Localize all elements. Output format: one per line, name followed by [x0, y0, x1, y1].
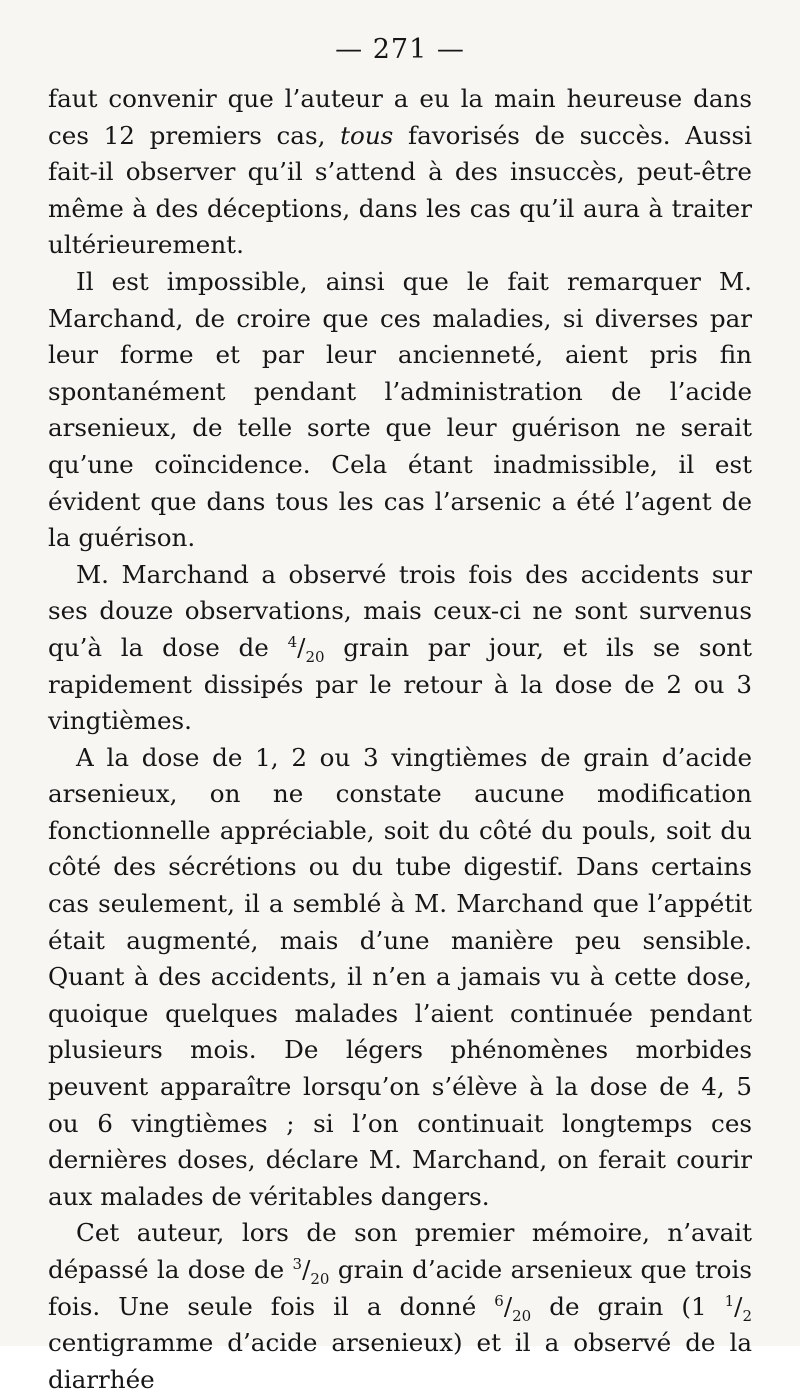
text-run: faut convenir que l’auteur a eu la main heureuse dans ces 12 premiers cas,: [48, 84, 752, 150]
text-run: Cet auteur, lors de son premier mémoire, n’avait dépassé la dose de: [48, 1218, 752, 1284]
text-run: Il est impossible, ainsi que le fait remarquer M. Marchand, de croire que ces maladies, si diverses par leur forme et par leur ancienneté, aient pris fin spontanément pendant l’administration de l’acide arsenieux, de telle sorte que leur guérison ne serait qu’une coïncidence. Cela étant inadmissible, il est évident que dans tous les cas l’arsenic a été l’agent de la guérison.: [48, 266, 752, 553]
fraction-denominator: 20: [512, 1306, 532, 1325]
fraction: $^6/_{20}$: [494, 1291, 532, 1325]
fraction-numerator: 1: [724, 1291, 735, 1310]
paragraph: [48, 557, 752, 740]
fraction: $^1/_2$: [724, 1291, 752, 1325]
fraction-numerator: 4: [287, 632, 298, 651]
text-run: favorisés de succès. Aussi fait-il observer qu’il s’attend à des insuccès, peut-être même à des déceptions, dans les cas qu’il aura à traiter ultérieurement.: [48, 120, 752, 260]
paragraph: [48, 1215, 752, 1398]
paragraph: [48, 81, 752, 264]
text-run: grain d’acide arsenieux que trois fois. Une seule fois il a donné: [48, 1255, 752, 1321]
text-run: grain par jour, et ils se sont rapidement dissipés par le retour à la dose de 2 ou 3 vingtièmes.: [48, 632, 753, 736]
text-run: de grain (1: [531, 1291, 725, 1321]
paragraph: [48, 264, 752, 557]
text-run: M. Marchand a observé trois fois des accidents sur ses douze observations, mais ceux-ci ne sont survenus qu’à la dose de: [48, 559, 752, 662]
fraction-denominator: 2: [742, 1306, 752, 1325]
fraction-numerator: 3: [292, 1254, 303, 1273]
fraction-denominator: 20: [310, 1269, 330, 1288]
fraction: $^4/_{20}$: [287, 632, 325, 666]
paragraph: [48, 740, 752, 1216]
fraction-denominator: 20: [305, 647, 325, 666]
italic-text: tous: [340, 120, 394, 150]
fraction-numerator: 6: [494, 1291, 504, 1310]
body-text: [48, 81, 752, 1398]
page-number: — 271 —: [335, 34, 465, 65]
fraction: $^3/_{20}$: [292, 1254, 330, 1288]
text-run: centigramme d’acide arsenieux) et il a observé de la diarrhée: [48, 1328, 752, 1394]
text-run: A la dose de 1, 2 ou 3 vingtièmes de grain d’acide arsenieux, on ne constate aucune modification fonctionnelle appréciable, soit du côté du pouls, soit du côté des sécrétions ou du tube digestif. Dans certains cas seulement, il a semblé à M. Marchand que l’appétit était augmenté, mais d’une manière peu sensible. Quant à des accidents, il n’en a jamais vu à cette dose, quoique quelques malades l’aient continuée pendant plusieurs mois. De légers phénomènes morbides peuvent apparaître lorsqu’on s’élève à la dose de 4, 5 ou 6 vingtièmes ; si l’on continuait longtemps ces dernières doses, déclare M. Marchand, on ferait courir aux malades de véritables dangers.: [48, 742, 752, 1211]
